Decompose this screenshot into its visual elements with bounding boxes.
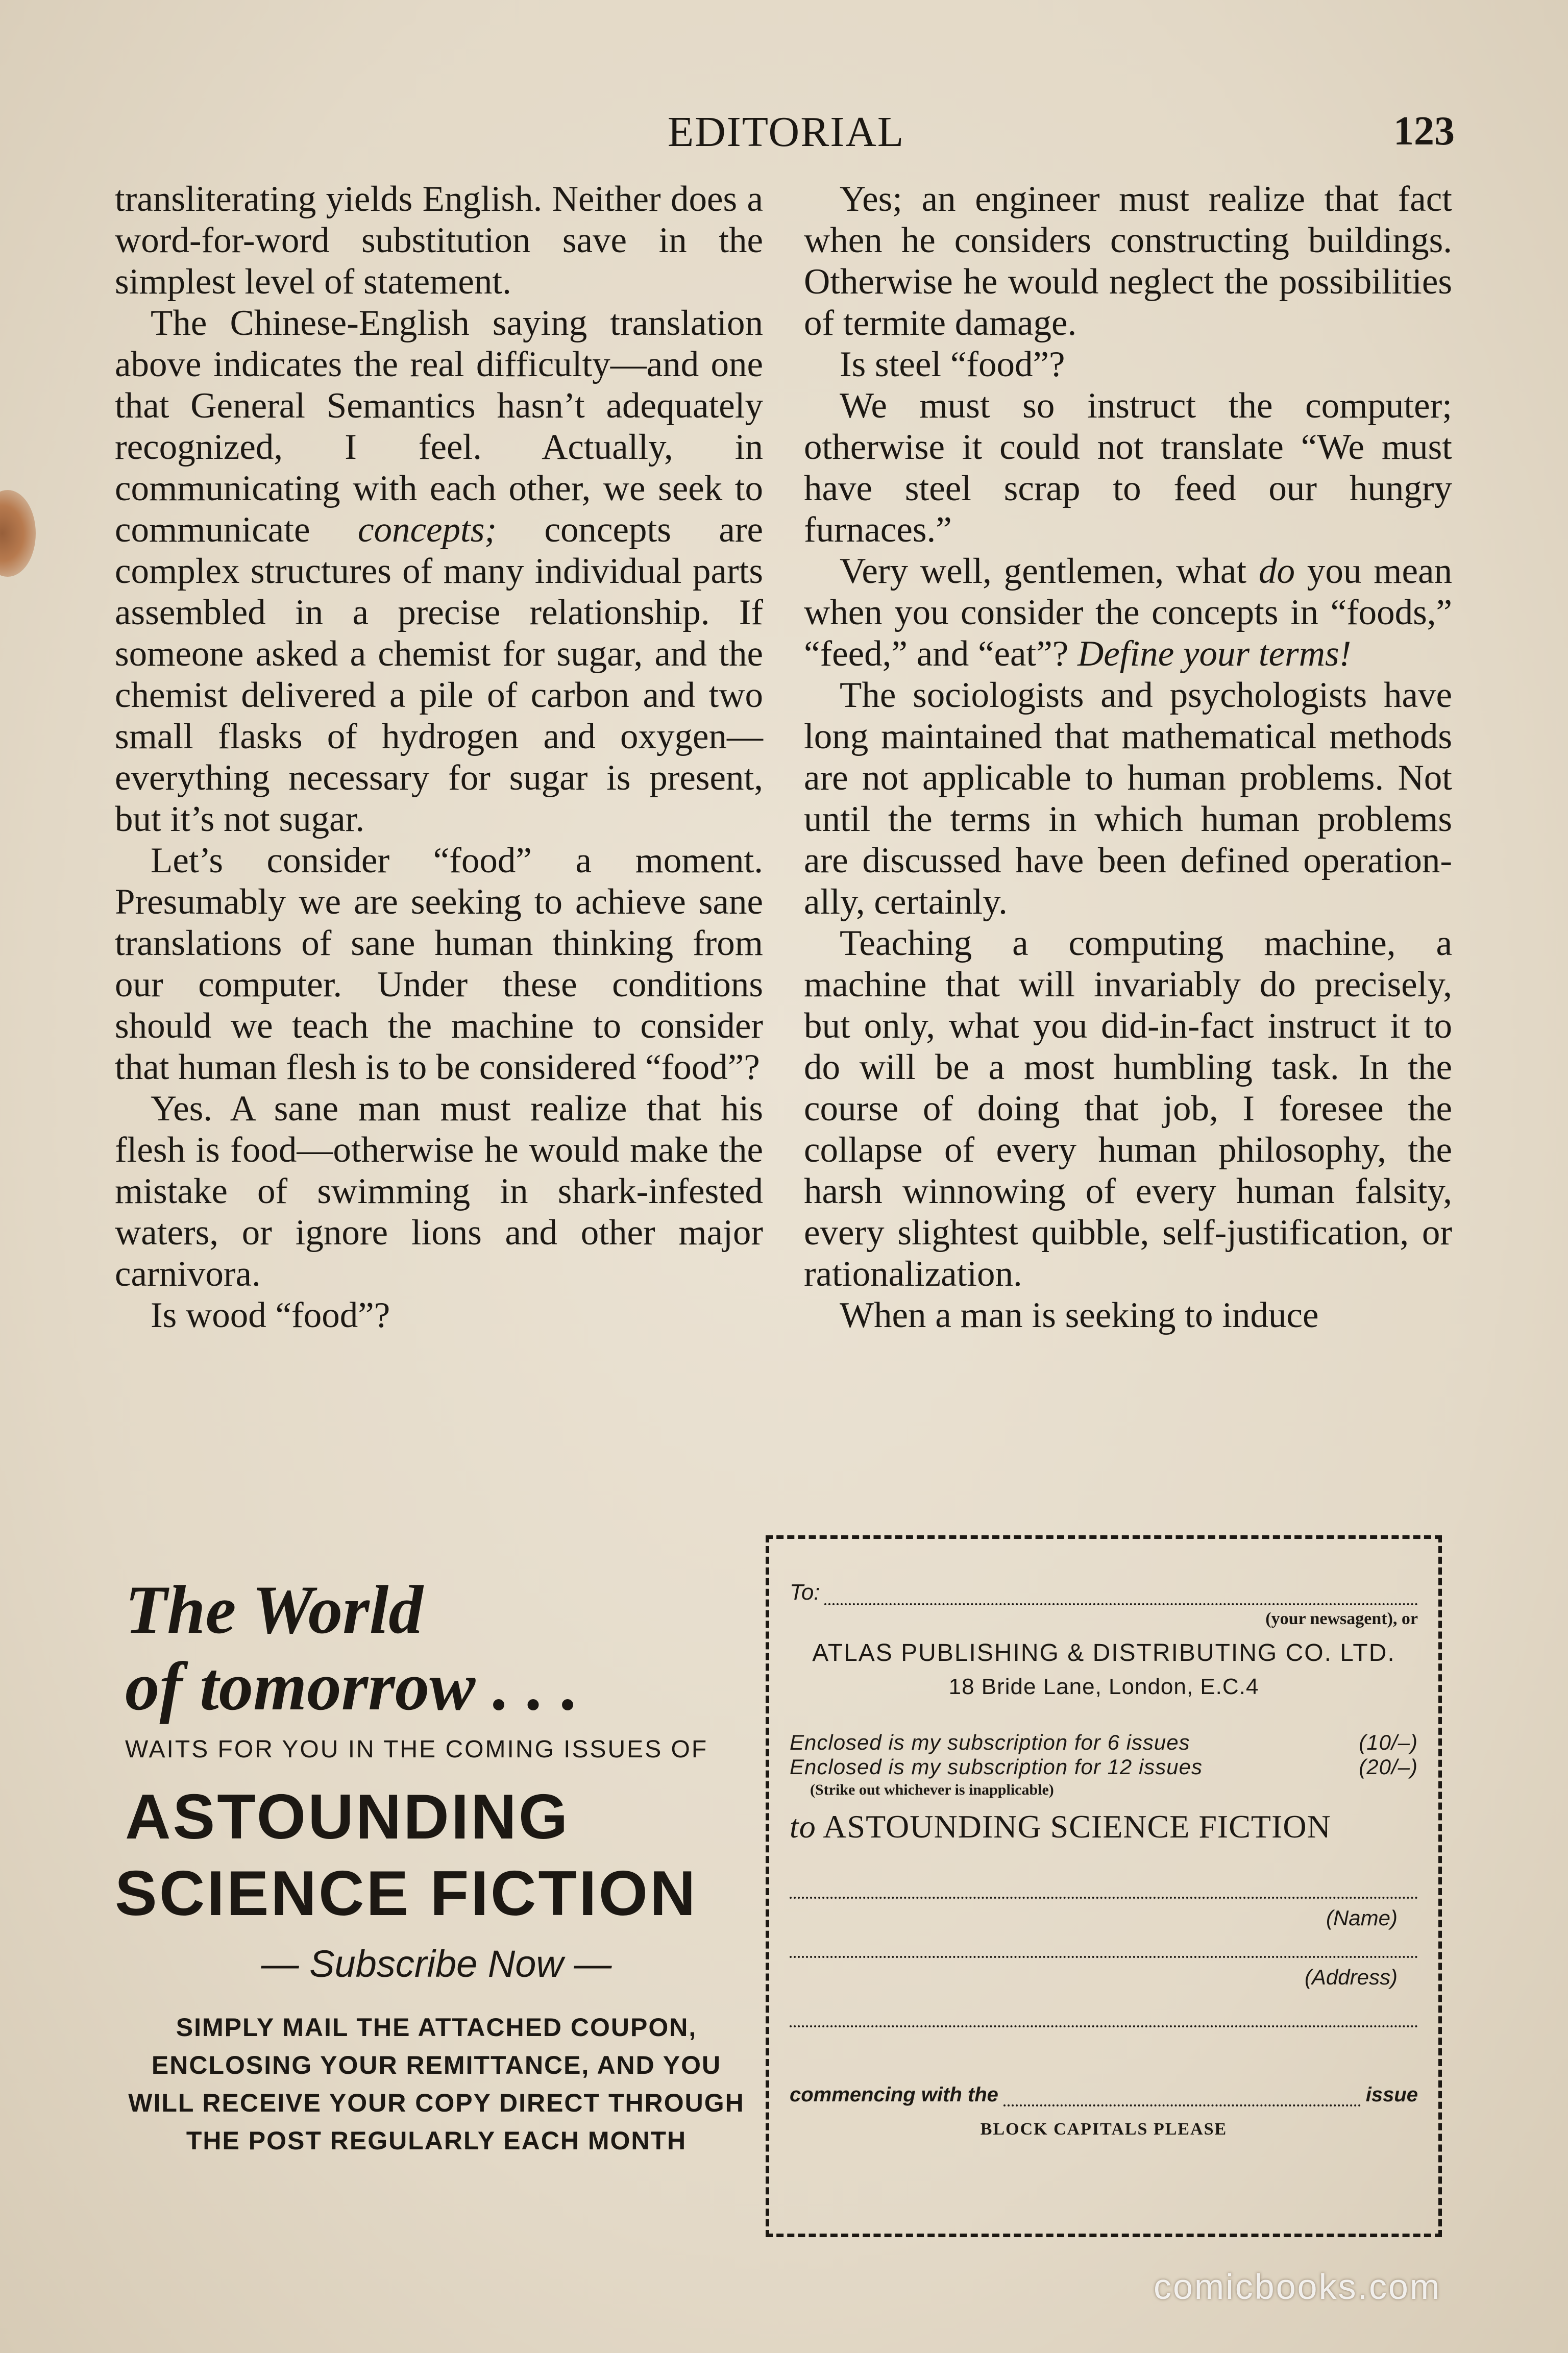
- ad-instruction-line: SIMPLY MAIL THE ATTACHED COUPON,: [176, 2013, 697, 2042]
- coupon-newsagent-note: (your newsagent), or: [1265, 1609, 1418, 1628]
- emphasis: Define your terms!: [1077, 634, 1352, 674]
- ad-magazine-title: [115, 1779, 758, 1932]
- address-line-2[interactable]: [790, 2020, 1418, 2027]
- coupon-address-field-2[interactable]: [790, 2020, 1418, 2027]
- paragraph: Is wood “food”?: [151, 1295, 390, 1335]
- coupon-commencing-field[interactable]: [790, 2084, 1418, 2106]
- address-line[interactable]: [790, 1951, 1418, 1958]
- ad-instruction-line: WILL RECEIVE YOUR COPY DIRECT THROUGH: [128, 2089, 745, 2117]
- ad-magazine-line: SCIENCE FICTION: [115, 1858, 698, 1929]
- page-number: 123: [1393, 109, 1455, 154]
- coupon-strike-note: (Strike out whichever is inapplicable): [810, 1781, 1054, 1798]
- paragraph: Teaching a computing machine, a machine that will invariably do precisely, but only, what you did-in-fact instruct it to do will be a most humbling task. In the course of doing that job, I foresee the collapse of every human philosophy, the harsh winnowing of every human falsity, every slightest quibble, self-justification, or rationalization.: [804, 923, 1452, 1294]
- coupon-address: 18 Bride Lane, London, E.C.4: [948, 1674, 1259, 1699]
- option-text: Enclosed is my subscription for 12 issues: [790, 1755, 1203, 1779]
- ad-headline-line: The World: [125, 1572, 423, 1648]
- subscription-coupon: [766, 1535, 1442, 2237]
- paragraph: Yes; an engineer must realize that fact when he considers constructing buildings. Otherwise he would neglect the possibilities of termite damage.: [804, 179, 1452, 343]
- paper-stain: [0, 490, 36, 577]
- coupon-to-label: To:: [790, 1580, 820, 1605]
- paragraph: Let’s consider “food” a moment. Presumably we are seeking to achieve sane translations of sane human thinking from our computer. Under these conditions should we teach the machine to consider that human flesh is to be considered “food”?: [115, 841, 763, 1087]
- paragraph: Yes. A sane man must realize that his flesh is food—otherwise he would make the mistake of swimming in shark-infested waters, or ignore lions and other major carnivora.: [115, 1089, 763, 1294]
- ad-subscribe-now: — Subscribe Now —: [261, 1943, 612, 1985]
- left-column: [115, 179, 763, 1336]
- option-text: Enclosed is my subscription for 6 issues: [790, 1730, 1190, 1754]
- commencing-label: commencing with the: [790, 2084, 998, 2106]
- coupon-magazine: [790, 1808, 1418, 1846]
- right-column: [804, 179, 1452, 1336]
- coupon-to-word: to: [790, 1808, 816, 1845]
- name-line[interactable]: [790, 1892, 1418, 1899]
- ad-instruction-line: THE POST REGULARLY EACH MONTH: [186, 2126, 687, 2155]
- issue-label: issue: [1365, 2084, 1418, 2106]
- name-label: (Name): [1326, 1906, 1398, 1930]
- option-price: (10/–): [1359, 1730, 1418, 1754]
- address-label: (Address): [1304, 1965, 1398, 1989]
- commencing-line[interactable]: [1003, 2089, 1361, 2106]
- paragraph: We must so instruct the computer; otherwise it could not translate “We must have steel scrap to feed our hungry furnaces.”: [804, 386, 1452, 550]
- option-price: (20/–): [1359, 1755, 1418, 1779]
- coupon-to-line[interactable]: [824, 1585, 1418, 1605]
- coupon-company: ATLAS PUBLISHING & DISTRIBUTING CO. LTD.: [812, 1639, 1395, 1666]
- watermark: comicbooks.com: [1154, 2267, 1441, 2307]
- paragraph: Is steel “food”?: [840, 345, 1065, 384]
- ad-magazine-line: ASTOUNDING: [125, 1782, 570, 1852]
- ad-instructions: [115, 2008, 758, 2160]
- coupon-address-field[interactable]: [790, 1951, 1418, 1990]
- emphasis: concepts;: [357, 510, 497, 550]
- ad-instruction-line: ENCLOSING YOUR REMITTANCE, AND YOU: [151, 2051, 722, 2079]
- paragraph: When a man is seeking to induce: [840, 1295, 1319, 1335]
- ad-headline-line: of tomorrow . . .: [125, 1649, 579, 1725]
- coupon-options: [790, 1730, 1418, 1799]
- paragraph: Very well, gentlemen, what do you mean when you consider the concepts in “foods,” “feed,” and “eat”? Define your terms!: [804, 551, 1452, 674]
- subscription-advertisement: [115, 1572, 758, 2256]
- ad-waits-text: WAITS FOR YOU IN THE COMING ISSUES OF: [125, 1736, 708, 1763]
- paragraph: transliterating yields English. Neither does a word-for-word substitution save in the simplest level of statement.: [115, 179, 763, 302]
- coupon-name-field[interactable]: [790, 1892, 1418, 1930]
- running-head: EDITORIAL: [667, 108, 905, 156]
- coupon-block-capitals: BLOCK CAPITALS PLEASE: [980, 2120, 1228, 2139]
- coupon-to-field[interactable]: [790, 1580, 1418, 1605]
- ad-headline: [125, 1572, 758, 1725]
- coupon-option-12[interactable]: [790, 1755, 1418, 1779]
- coupon-magazine-name: ASTOUNDING SCIENCE FICTION: [823, 1808, 1331, 1845]
- coupon-option-6[interactable]: [790, 1730, 1418, 1755]
- emphasis: do: [1259, 551, 1295, 591]
- paragraph: The Chinese-English saying translation above indicates the real difficulty—and one that General Semantics hasn’t adequately recognized, I feel. Actually, in communicating with each other, we seek to communicate concepts; concepts are complex structures of many individual parts assembled in a precise relationship. If someone asked a chemist for sugar, and the chemist delivered a pile of carbon and two small flasks of hydrogen and oxygen—everything necessary for sugar is present, but it’s not sugar.: [115, 303, 763, 839]
- paragraph: The sociologists and psychologists have long maintained that mathematical methods are not applicable to human problems. Not until the terms in which human problems are discussed have been defined operationally, certainly.: [804, 675, 1452, 922]
